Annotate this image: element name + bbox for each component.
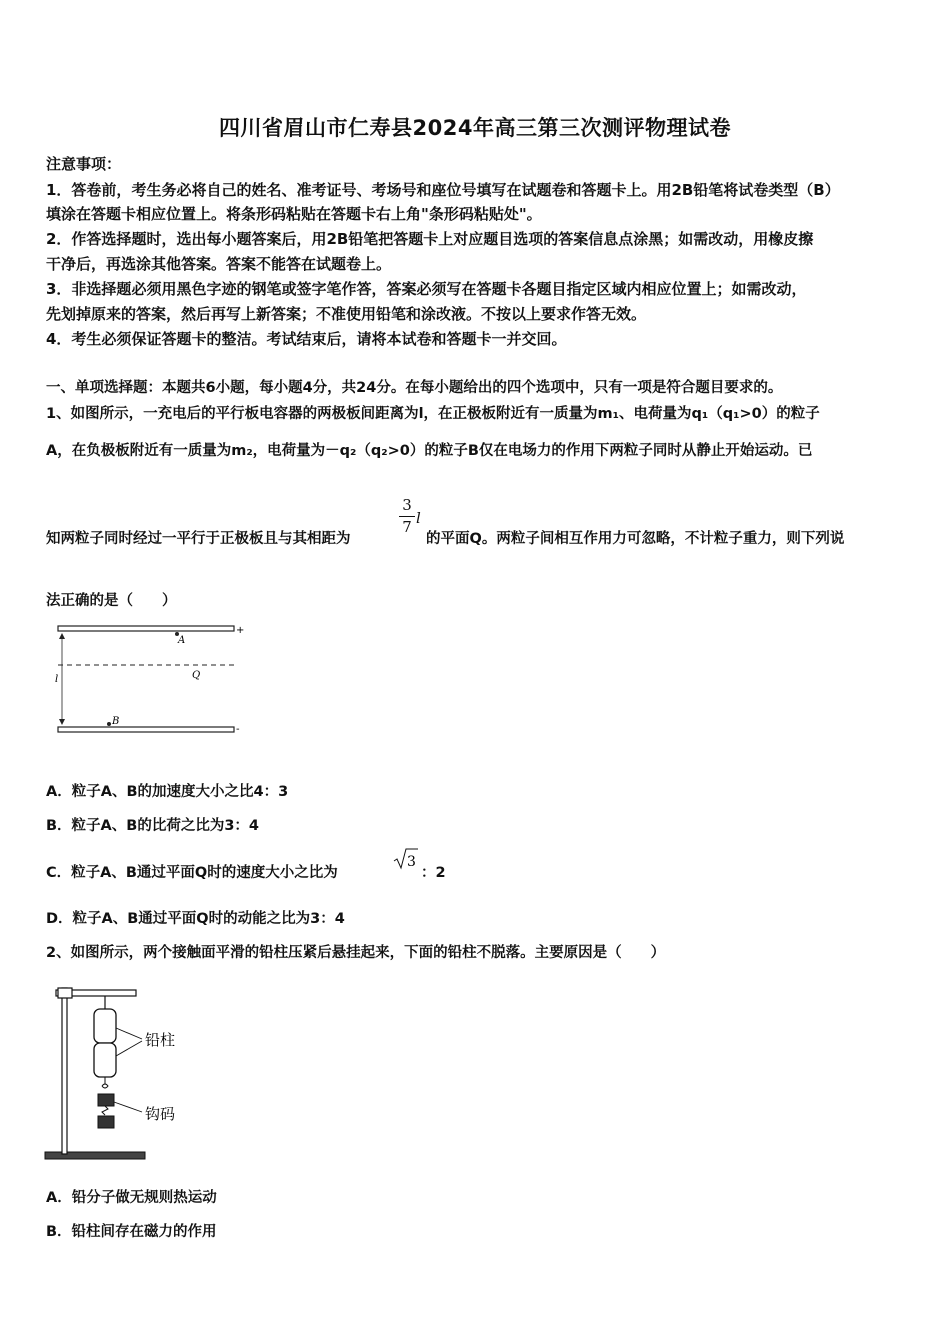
notes-line-4: 干净后，再选涂其他答案。答案不能答在试题卷上。 bbox=[46, 255, 392, 273]
q1-option-c-post: ：2 bbox=[421, 865, 446, 881]
notes-line-1: 1．答卷前，考生务必将自己的姓名、准考证号、考场号和座位号填写在试题卷和答题卡上。用2B铅笔将试卷类型（B） bbox=[46, 181, 840, 199]
capacitor-figure bbox=[52, 620, 247, 740]
q1-line-3-pre: 知两粒子同时经过一平行于正极板且与其相距为 bbox=[46, 531, 351, 547]
clamp bbox=[58, 988, 72, 998]
label-l: l bbox=[55, 674, 59, 685]
notes-line-2: 填涂在答题卡相应位置上。将条形码粘贴在答题卡右上角"条形码粘贴处"。 bbox=[46, 205, 542, 223]
positive-plate bbox=[58, 626, 234, 631]
pointer-weight bbox=[114, 1102, 142, 1112]
fraction-denominator: 7 bbox=[402, 518, 412, 536]
sqrt-value: 3 bbox=[407, 854, 416, 870]
pointer-lead-1 bbox=[116, 1028, 142, 1039]
weight-2 bbox=[98, 1116, 114, 1128]
lead-cylinder-top bbox=[94, 1009, 116, 1043]
notes-line-3: 2．作答选择题时，选出每小题答案后，用2B铅笔把答题卡上对应题目选项的答案信息点涂黑；如需改动，用橡皮擦 bbox=[46, 230, 814, 248]
arrow-down-icon bbox=[59, 719, 65, 725]
fraction-variable: l bbox=[416, 509, 421, 527]
weight-1 bbox=[98, 1094, 114, 1106]
q2-stem: 2、如图所示，两个接触面平滑的铅柱压紧后悬挂起来，下面的铅柱不脱落。主要原因是（ ） bbox=[46, 945, 666, 961]
q1-option-a: A．粒子A、B的加速度大小之比4：3 bbox=[46, 784, 289, 800]
label-minus: - bbox=[236, 724, 240, 735]
notes-line-7: 4．考生必须保证答题卡的整洁。考试结束后，请将本试卷和答题卡一并交回。 bbox=[46, 330, 567, 348]
q1-option-b: B．粒子A、B的比荷之比为3：4 bbox=[46, 818, 260, 834]
notes-line-5: 3．非选择题必须用黑色字迹的钢笔或签字笔作答，答案必须写在答题卡各题目指定区域内相应位置上；如需改动， bbox=[46, 280, 807, 298]
arrow-up-icon bbox=[59, 633, 65, 639]
q1-line-1: 1、如图所示，一充电后的平行板电容器的两极板间距离为l，在正极板附近有一质量为m₁、电荷量为q₁（q₁>0）的粒子 bbox=[46, 406, 820, 422]
section-heading: 一、单项选择题：本题共6小题，每小题4分，共24分。在每小题给出的四个选项中，只有一项是符合题目要求的。 bbox=[46, 380, 783, 396]
pointer-lead-2 bbox=[116, 1041, 142, 1056]
q1-option-d: D．粒子A、B通过平面Q时的动能之比为3：4 bbox=[46, 911, 345, 927]
q2-option-a: A．铅分子做无规则热运动 bbox=[46, 1190, 217, 1206]
fraction-bar bbox=[399, 516, 415, 517]
notes-heading: 注意事项： bbox=[46, 155, 122, 173]
weight-link bbox=[102, 1106, 108, 1115]
fraction-numerator: 3 bbox=[402, 496, 412, 514]
stand-base bbox=[45, 1152, 145, 1159]
page-title: 四川省眉山市仁寿县2024年高三第三次测评物理试卷 bbox=[219, 116, 731, 140]
label-q: Q bbox=[192, 670, 201, 681]
negative-plate bbox=[58, 727, 234, 732]
lead-cylinder-bottom bbox=[94, 1043, 116, 1077]
notes-line-6: 先划掉原来的答案，然后再写上新答案；不准使用铅笔和涂改液。不按以上要求作答无效。 bbox=[46, 305, 647, 323]
particle-b bbox=[107, 722, 111, 726]
q1-line-4: 法正确的是（ ） bbox=[46, 593, 177, 609]
label-a: A bbox=[178, 635, 186, 646]
label-lead: 铅柱 bbox=[145, 1031, 176, 1049]
q1-option-c-pre: C．粒子A、B通过平面Q时的速度大小之比为 bbox=[46, 865, 338, 881]
label-weight: 钩码 bbox=[145, 1105, 176, 1123]
fraction-3-7 bbox=[399, 497, 415, 536]
label-plus: + bbox=[236, 625, 245, 636]
label-b: B bbox=[112, 716, 120, 727]
hook-icon bbox=[102, 1077, 108, 1088]
q1-line-3-post: 的平面Q。两粒子间相互作用力可忽略，不计粒子重力，则下列说 bbox=[426, 531, 845, 547]
lead-cylinder-figure bbox=[42, 976, 202, 1166]
stand-pole bbox=[62, 988, 67, 1154]
q1-line-2: A，在负极板附近有一质量为m₂，电荷量为－q₂（q₂>0）的粒子B仅在电场力的作用下两粒子同时从静止开始运动。已 bbox=[46, 443, 813, 459]
q2-option-b: B．铅柱间存在磁力的作用 bbox=[46, 1224, 217, 1240]
sqrt-icon bbox=[393, 847, 419, 871]
